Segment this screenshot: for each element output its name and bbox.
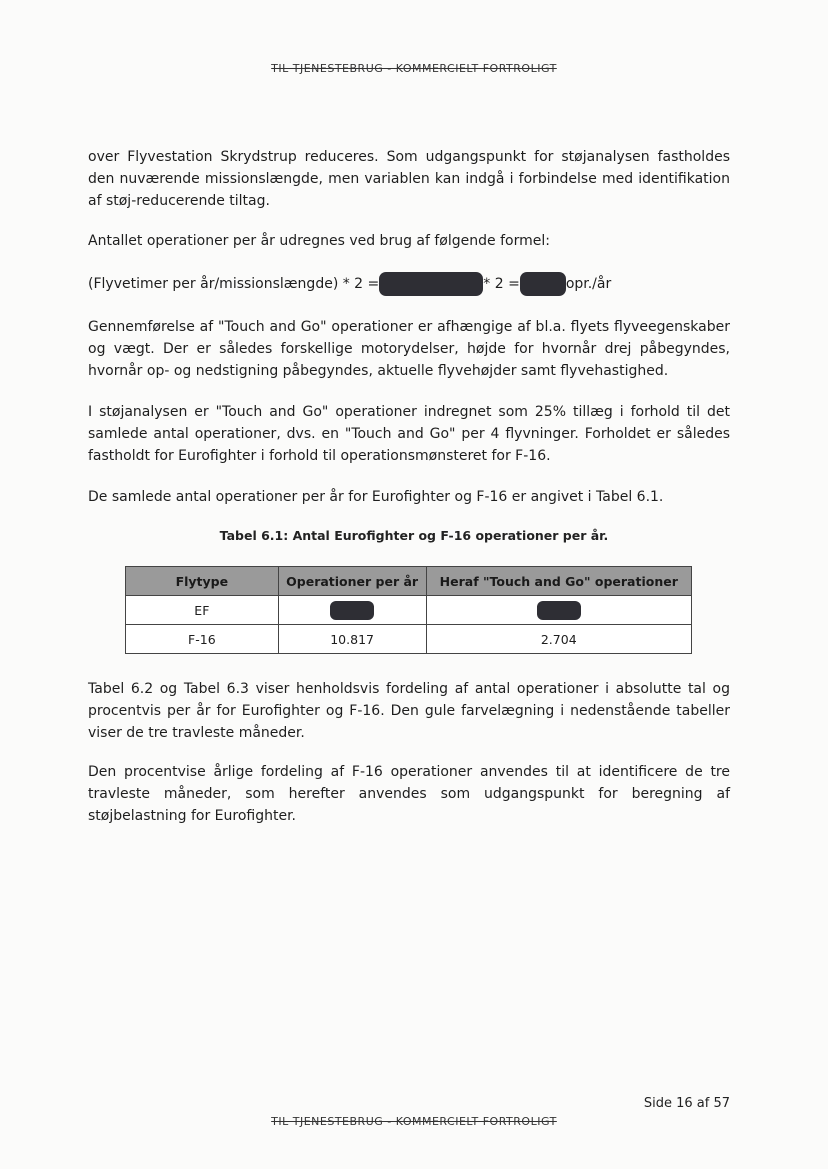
cell-touch-and-go: 2.704	[426, 625, 691, 654]
operations-formula	[88, 270, 730, 298]
table-header-row	[126, 567, 692, 596]
header-classification: TIL TJENESTEBRUG - KOMMERCIELT FORTROLIGT	[271, 62, 557, 75]
cell-touch-and-go	[426, 596, 691, 625]
paragraph-touch-and-go: Gennemførelse af "Touch and Go" operationer er afhængige af bl.a. flyets flyveegenskaber og vægt. Der er således forskellige motorydelser, højde for hvornår drej påbegyndes, hvornår op- og nedstigning påbegyndes, aktuelle flyvehøjder samt flyvehastighed.	[88, 319, 730, 379]
paragraph-noise-analysis: I støjanalysen er "Touch and Go" operationer indregnet som 25% tillæg i forhold til det samlede antal operationer, dvs. en "Touch and Go" per 4 flyvninger. Forholdet er således fastholdt for Eurofighter i forhold til operationsmønsteret for F-16.	[88, 404, 730, 464]
paragraph-busiest-months: Den procentvise årlige fordeling af F-16 operationer anvendes til at identificere de tre travleste måneder, som herefter anvendes som udgangspunkt for beregning af støjbelastning for Eurofighter.	[88, 764, 730, 824]
paragraph-formula-intro: Antallet operationer per år udregnes ved brug af følgende formel:	[88, 233, 550, 249]
footer-classification: TIL TJENESTEBRUG - KOMMERCIELT FORTROLIGT	[271, 1115, 557, 1128]
formula-part-1: (Flyvetimer per år/missionslængde) * 2 =	[88, 276, 380, 292]
formula-part-2: * 2 =	[483, 276, 520, 292]
table-row	[126, 625, 692, 654]
redaction-block	[520, 272, 566, 296]
column-header-touch-and-go: Heraf "Touch and Go" operationer	[426, 567, 691, 596]
paragraph-table-reference: De samlede antal operationer per år for Eurofighter og F-16 er angivet i Tabel 6.1.	[88, 489, 664, 505]
cell-operations: 10.817	[278, 625, 426, 654]
column-header-flytype: Flytype	[126, 567, 279, 596]
cell-flytype: F-16	[126, 625, 279, 654]
redaction-block	[330, 601, 374, 620]
paragraph-table-distribution: Tabel 6.2 og Tabel 6.3 viser henholdsvis fordeling af antal operationer i absolutte tal og procentvis per år for Eurofighter og F-16. Den gule farvelægning i nedenstående tabeller viser de tre travleste måneder.	[88, 681, 730, 741]
paragraph-mission-length: over Flyvestation Skrydstrup reduceres. Som udgangspunkt for støjanalysen fastholdes den nuværende missionslængde, men variablen kan indgå i forbindelse med identifikation af støj-reducerende tiltag.	[88, 149, 730, 209]
cell-flytype: EF	[126, 596, 279, 625]
formula-part-3: opr./år	[565, 276, 612, 292]
redaction-block	[537, 601, 581, 620]
operations-table	[125, 566, 692, 654]
column-header-operations: Operationer per år	[278, 567, 426, 596]
table-caption: Tabel 6.1: Antal Eurofighter og F-16 operationer per år.	[219, 528, 609, 543]
table-row	[126, 596, 692, 625]
page-number: Side 16 af 57	[643, 1096, 730, 1111]
cell-operations	[278, 596, 426, 625]
redaction-block	[379, 272, 483, 296]
